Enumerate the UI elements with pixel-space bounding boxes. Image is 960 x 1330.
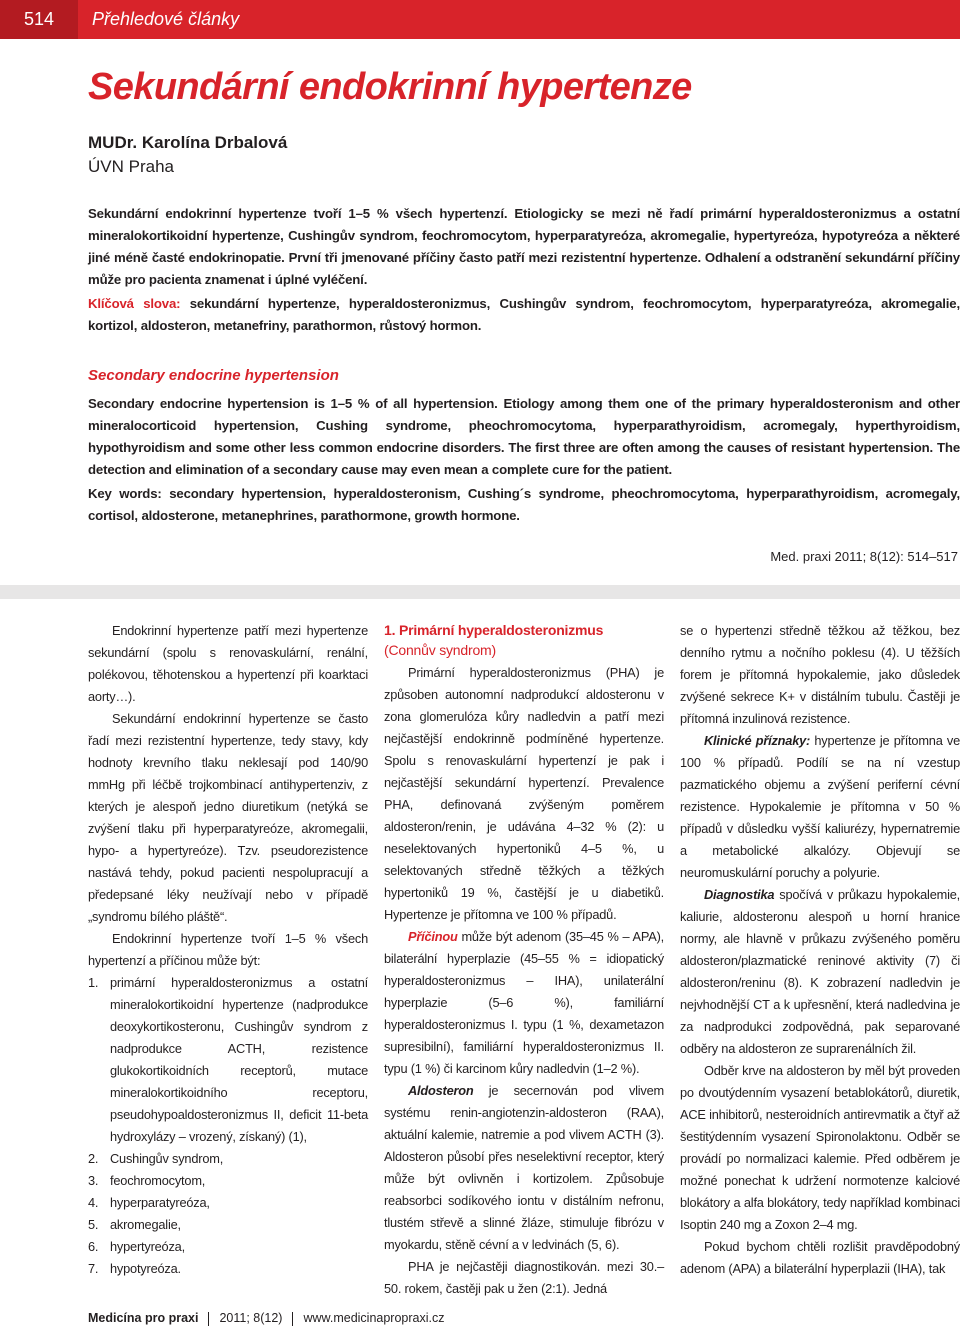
- paragraph: se o hypertenzi středně těžkou až těžkou, bez denního rytmu a nočního poklesu (4). U těžších forem je přítomná hypokalemie, jako důsledek zvýšené sekrece K+ v distálním tubulu. Častěji je přítomná inzulinová rezistence.: [680, 623, 960, 726]
- list-item: 1. primární hyperaldosteronizmus a ostatní mineralokortikoidní hypertenze (nadprodukce deoxykortikosteronu, Cushingův syndrom z nadprodukce ACTH, rezistence glukokortikoidních receptorů, mutace mineralokortikoidního receptoru, pseudohypoaldosteronizmus II, deficit 11-beta hydroxylázy – vrozený, získaný) (1),: [88, 975, 368, 1144]
- abstract-en: Secondary endocrine hypertension is 1–5 % of all hypertension. Etiology among them one of the primary hyperaldosteronism and other mineralocorticoid hypertension, Cushing syndrome, pheochromocytoma, hyperparathyroidism, acromegaly, hyperthyroidism, hypothyroidism and some other less common endocrine disorders. The first three are often among the causes of resistant hypertension. The detection and elimination of a secondary cause may even mean a complete cure for the patient.: [88, 396, 960, 477]
- footer-issue: 2011; 8(12): [219, 1311, 283, 1325]
- citation: Med. praxi 2011; 8(12): 514–517: [770, 549, 958, 564]
- footer-journal: Medicína pro praxi: [88, 1311, 199, 1325]
- keywords-cz: [88, 293, 960, 337]
- article-title: Sekundární endokrinní hypertenze: [88, 66, 692, 108]
- author-affiliation: ÚVN Praha: [88, 157, 174, 176]
- list-item: 5. akromegalie,: [88, 1217, 181, 1232]
- paragraph: Klinické příznaky: hypertenze je přítomna ve 100 % případů. Podílí se na ní vzestup pazmatického objemu a zvýšení periferní cévní rezistence. Hypokalemie je přítomna v 50 % případů v důsledku vyšší kaliurézy, hypernatremie a metabolické alkalózy. Objevují se neuromuskulární poruchy a polyurie.: [680, 733, 960, 880]
- list-item: 7. hypotyreóza.: [88, 1261, 181, 1276]
- keywords-en: [88, 483, 960, 527]
- abstract-cz: Sekundární endokrinní hypertenze tvoří 1–5 % všech hypertenzí. Etiologicky se mezi ně řadí primární hyperaldosteronizmus a ostatní mineralokortikoidní hypertenze, Cushingův syndrom, feochromocytom, hyperparatyreóza, akromegalie, hypertyreóza, hypotyreóza a některé jiné méně časté endokrinopatie. První tři jmenované příčiny často patří mezi rezistentní hypertenze. Odhalení a odstranění sekundární příčiny může pro pacienta znamenat i úplné vyléčení.: [88, 206, 960, 287]
- footer-url[interactable]: www.medicinapropraxi.cz: [303, 1311, 445, 1325]
- english-title: Secondary endocrine hypertension: [88, 367, 339, 384]
- body-column-1: [88, 620, 368, 1280]
- paragraph: Endokrinní hypertenze tvoří 1–5 % všech hypertenzí a příčinou může být:: [88, 931, 368, 968]
- author-name: MUDr. Karolína Drbalová: [88, 133, 288, 152]
- keywords-cz-text: sekundární hypertenze, hyperaldosteronizmus, Cushingův syndrom, feochromocytom, hyperparatyreóza, akromegalie, kortizol, aldosteron, metanefriny, parathormon, růstový hormon.: [88, 296, 960, 333]
- paragraph: Pokud bychom chtěli rozlišit pravděpodobný adenom (APA) a bilaterální hyperplazii (IHA), tak: [680, 1239, 960, 1276]
- paragraph: Odběr krve na aldosteron by měl být proveden po dvoutýdenním vysazení betablokátorů, diuretik, ACE inhibitorů, nesteroidních antirevmatik a čtyř až šestitýdenním vysazení Spironolaktonu. Odběr se provádí po normalizaci kalemie. Před odběrem je možné ponechat k udržení normotenze kalciové blokátory a alfa blokátory, tedy například kombinaci Isoptin 240 mg a Zoxon 2–4 mg.: [680, 1063, 960, 1232]
- list-item: 6. hypertyreóza,: [88, 1239, 185, 1254]
- page-number: 514: [0, 0, 78, 39]
- keywords-en-text: secondary hypertension, hyperaldosteronism, Cushing´s syndrome, pheochromocytoma, hyperparathyroidism, acromegaly, cortisol, aldosterone, metanephrines, parathormone, growth hormone.: [88, 486, 960, 523]
- keywords-cz-label: Klíčová slova:: [88, 296, 181, 311]
- footer: [88, 1311, 445, 1326]
- paragraph: Příčinou může být adenom (35–45 % – APA), bilaterální hyperplazie (45–55 % = idiopatický hyperaldosteronizmus – IHA), unilaterální hyperplazie (5–6 %), familiární hyperaldosteronizmus I. typu (1 %, dexametazon supresibilní), familiární hyperaldosteronizmus II. typu (1 %) či karcinom kůry nadledvin (1–2 %).: [384, 929, 664, 1076]
- paragraph: Endokrinní hypertenze patří mezi hypertenze sekundární (spolu s renovaskulární, renální, polékovou, těhotenskou a hypertenzí při koarktaci aorty…).: [88, 623, 368, 704]
- paragraph: Diagnostika spočívá v průkazu hypokalemie, kaliurie, aldosteronu alespoň u horní hranice normy, ale hlavně v průkazu zvýšeného poměru aldosteron/plazmatické reninové aktivity (7) či aldosteron/reninu (8). K zobrazení nadledvin je nejvhodnější CT a k upřesnění, která nadledvina je za nadprodukci zodpovědná, pak separované odběry na aldosteron ze suprarenálních žil.: [680, 887, 960, 1056]
- body-column-2: [384, 620, 664, 1300]
- section-subheading: (Connův syndrom): [384, 642, 496, 658]
- keywords-en-label: Key words:: [88, 486, 162, 501]
- paragraph: Sekundární endokrinní hypertenze se často řadí mezi rezistentní hypertenze, tedy stavy, kdy hodnoty krevního tlaku neklesají pod 140/90 mmHg při léčbě trojkombinací antihypertenziv, z kterých je alespoň jedno diuretikum (netýká se zvýšení tlaku při hyperparatyreóze, akromegalii, hypo- a hypertyreóze). Tzv. pseudorezistence nastává tehdy, pokud pacienti nespolupracují a předepsané léky neužívají nebo v případě „syndromu bílého pláště“.: [88, 711, 368, 924]
- causes-list: [88, 972, 368, 1280]
- body-column-3: [680, 620, 960, 1280]
- paragraph: Primární hyperaldosteronizmus (PHA) je způsoben autonomní nadprodukcí aldosteronu v zona glomerulóza kůry nadledvin a patří mezi nejčastější endokrinně podmíněné hypertenze. Spolu s renovaskulární hypertenzí je pak i nejčastější sekundární hypertenzí. Prevalence PHA, definovaná zvýšeným poměrem aldosteron/renin, je udávána 4–32 % (2): u neselektovaných hypertoniků 4–5 %, u selektovaných středně těžkých a těžkých hypertoniků 19 %, častější je u diabetiků. Hypertenze je přítomna ve 100 % případů.: [384, 665, 664, 922]
- section-name: Přehledové články: [92, 9, 240, 29]
- paragraph: Aldosteron je secernován pod vlivem systému renin-angiotenzin-aldosteron (RAA), aktuální kalemie, natremie a pod vlivem ACTH (3). Aldosteron působí přes neselektivní receptor, který může být ovlivněn i kortizolem. Způsobuje reabsorbci sodíkového iontu v distálním nefronu, tlustém střevě a slinné žláze, stimuluje fibrózu v myokardu, stěně cévní a v ledvinách (5, 6).: [384, 1083, 664, 1252]
- list-item: 4. hyperparatyreóza,: [88, 1195, 210, 1210]
- list-item: 3. feochromocytom,: [88, 1173, 206, 1188]
- section-heading: 1. Primární hyperaldosteronizmus: [384, 622, 604, 638]
- paragraph: PHA je nejčastěji diagnostikován. mezi 30.–50. rokem, častěji pak u žen (2:1). Jedná: [384, 1259, 664, 1296]
- section-divider: [0, 585, 960, 599]
- list-item: 2. Cushingův syndrom,: [88, 1151, 224, 1166]
